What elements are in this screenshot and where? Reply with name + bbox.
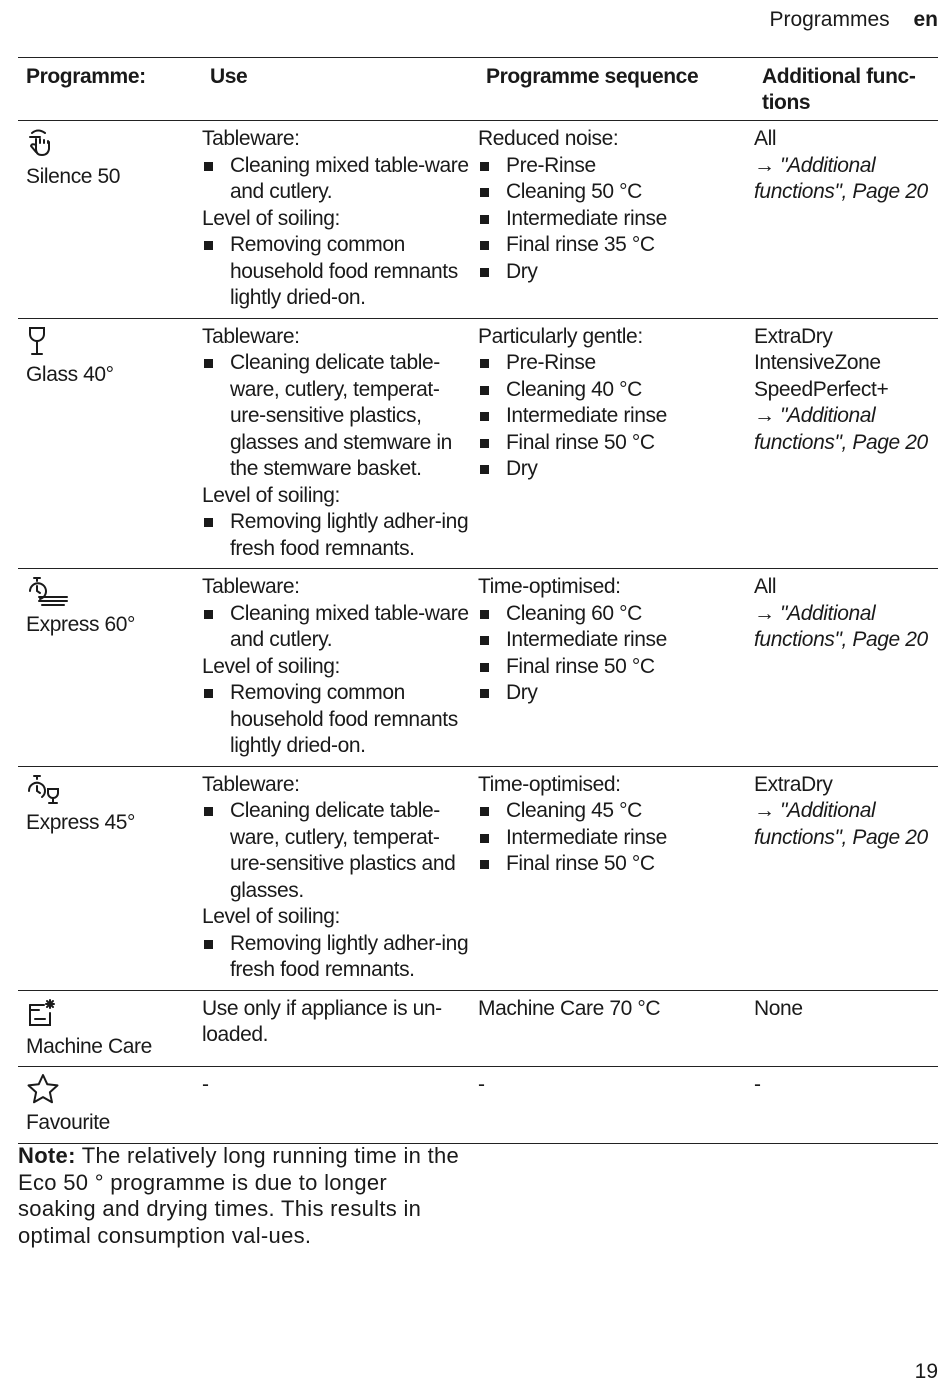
use-cell — [202, 121, 478, 318]
programme-name: Favourite — [26, 1111, 110, 1134]
column-header-programme: Programme: — [26, 65, 146, 88]
sequence-cell — [478, 767, 754, 990]
use-cell — [202, 319, 478, 569]
list-item: Final rinse 50 °C — [478, 430, 746, 457]
list-item: Intermediate rinse — [478, 206, 746, 233]
list-item: Cleaning 50 °C — [478, 179, 746, 206]
list-item: Dry — [478, 456, 746, 483]
table-row — [18, 569, 938, 767]
sequence-label: Time-optimised: — [478, 772, 621, 796]
list-item: Cleaning delicate table-ware, cutlery, temperat-ure-sensitive plastics, glasses and stemware in the stemware basket. — [202, 350, 470, 483]
wine-glass-icon — [26, 324, 194, 358]
use-label: Level of soiling: — [202, 206, 340, 230]
function-item: All — [754, 127, 777, 150]
list-item: Cleaning mixed table-ware and cutlery. — [202, 153, 470, 206]
silence-hand-icon — [26, 126, 194, 160]
list-item: Pre-Rinse — [478, 350, 746, 377]
table-row — [18, 121, 938, 319]
programme-table — [18, 57, 938, 1144]
list-item: Cleaning 40 °C — [478, 377, 746, 404]
sequence-label: Time-optimised: — [478, 575, 621, 598]
sequence-cell — [478, 569, 754, 766]
table-row — [18, 1067, 938, 1144]
list-item: Cleaning 45 °C — [478, 798, 746, 825]
list-item: Cleaning delicate table-ware, cutlery, temperat-ure-sensitive plastics and glasses. — [202, 798, 470, 904]
note-text: The relatively long running time in the Eco 50 ° programme is due to longer soaking and drying times. This results in optimal consumption val-ues. — [18, 1143, 460, 1248]
use-label: Use only if appliance is un-loaded. — [202, 996, 442, 1046]
list-item: Cleaning mixed table-ware and cutlery. — [202, 601, 470, 654]
programme-name: Silence 50 — [26, 165, 121, 188]
functions-cell — [754, 1067, 938, 1143]
use-label: - — [202, 1073, 209, 1096]
list-item: Intermediate rinse — [478, 403, 746, 430]
use-cell — [202, 991, 478, 1067]
language-code: en — [913, 8, 938, 31]
functions-cell — [754, 991, 938, 1067]
function-item: None — [754, 996, 803, 1020]
list-item: Pre-Rinse — [478, 153, 746, 180]
use-list — [202, 350, 470, 483]
function-item: ExtraDry — [754, 772, 833, 796]
programme-name: Express 45° — [26, 810, 136, 834]
programme-name: Glass 40° — [26, 362, 114, 386]
function-item: ExtraDry — [754, 324, 833, 348]
programme-name: Express 60° — [26, 613, 136, 636]
use-cell — [202, 1067, 478, 1143]
list-item: Final rinse 50 °C — [478, 654, 746, 681]
list-item: Removing lightly adher-ing fresh food remnants. — [202, 931, 470, 984]
table-body — [18, 121, 938, 1144]
use-label: Tableware: — [202, 324, 300, 348]
table-row — [18, 991, 938, 1068]
list-item: Final rinse 50 °C — [478, 851, 746, 878]
table-row — [18, 319, 938, 570]
sequence-list — [478, 601, 746, 707]
functions-cell — [754, 569, 938, 766]
list-item: Intermediate rinse — [478, 627, 746, 654]
sequence-label: Particularly gentle: — [478, 324, 643, 348]
express-dishes-icon — [26, 574, 194, 608]
cross-reference-link[interactable]: → "Additional functions", Page 20 — [754, 799, 928, 849]
cross-reference-link[interactable]: → "Additional functions", Page 20 — [754, 153, 928, 203]
function-item: SpeedPerfect+ — [754, 377, 889, 401]
machine-care-icon — [26, 996, 194, 1030]
use-list — [202, 509, 470, 562]
page-number: 19 — [914, 1360, 938, 1383]
use-cell — [202, 569, 478, 766]
list-item: Removing common household food remnants lightly dried-on. — [202, 232, 470, 312]
section-title: Programmes — [769, 8, 890, 31]
star-icon — [26, 1072, 194, 1106]
use-label: Level of soiling: — [202, 483, 340, 507]
functions-cell — [754, 767, 938, 990]
column-header-use: Use — [210, 65, 248, 88]
use-cell — [202, 767, 478, 990]
use-label: Level of soiling: — [202, 905, 340, 928]
use-label: Tableware: — [202, 772, 300, 796]
list-item: Cleaning 60 °C — [478, 601, 746, 628]
column-header-sequence: Programme sequence — [486, 65, 699, 88]
use-label: Level of soiling: — [202, 654, 340, 678]
use-list — [202, 798, 470, 904]
list-item: Dry — [478, 680, 746, 707]
sequence-cell — [478, 121, 754, 318]
function-item: IntensiveZone — [754, 351, 881, 374]
use-list — [202, 232, 470, 312]
list-item: Removing common household food remnants lightly dried-on. — [202, 680, 470, 760]
list-item: Final rinse 35 °C — [478, 232, 746, 259]
sequence-list — [478, 350, 746, 483]
cross-reference-link[interactable]: → "Additional functions", Page 20 — [754, 601, 928, 651]
note-label: Note: — [18, 1143, 76, 1168]
sequence-label: Reduced noise: — [478, 127, 619, 150]
programme-name: Machine Care — [26, 1034, 152, 1058]
cross-reference-link[interactable]: → "Additional functions", Page 20 — [754, 404, 928, 454]
programme-cell — [18, 767, 202, 990]
programme-cell — [18, 569, 202, 766]
programme-cell — [18, 319, 202, 569]
use-list — [202, 931, 470, 984]
express-glass-icon — [26, 772, 194, 806]
programme-cell — [18, 991, 202, 1067]
function-item: All — [754, 575, 777, 598]
table-header-row — [18, 58, 938, 121]
programme-cell — [18, 121, 202, 318]
column-header-functions: Additional func- tions — [762, 65, 916, 114]
list-item: Dry — [478, 259, 746, 286]
note-paragraph — [18, 1143, 468, 1249]
use-list — [202, 601, 470, 654]
sequence-list — [478, 798, 746, 878]
use-label: Tableware: — [202, 127, 300, 150]
functions-cell — [754, 121, 938, 318]
sequence-cell — [478, 991, 754, 1067]
use-list — [202, 680, 470, 760]
table-row — [18, 767, 938, 991]
page-header — [769, 8, 938, 32]
list-item: Removing lightly adher-ing fresh food remnants. — [202, 509, 470, 562]
use-label: Tableware: — [202, 575, 300, 598]
list-item: Intermediate rinse — [478, 825, 746, 852]
functions-cell — [754, 319, 938, 569]
sequence-cell — [478, 1067, 754, 1143]
programme-cell — [18, 1067, 202, 1143]
use-list — [202, 153, 470, 206]
sequence-list — [478, 153, 746, 286]
sequence-label: Machine Care 70 °C — [478, 996, 661, 1020]
function-item: - — [754, 1073, 761, 1096]
sequence-label: - — [478, 1073, 485, 1096]
sequence-cell — [478, 319, 754, 569]
